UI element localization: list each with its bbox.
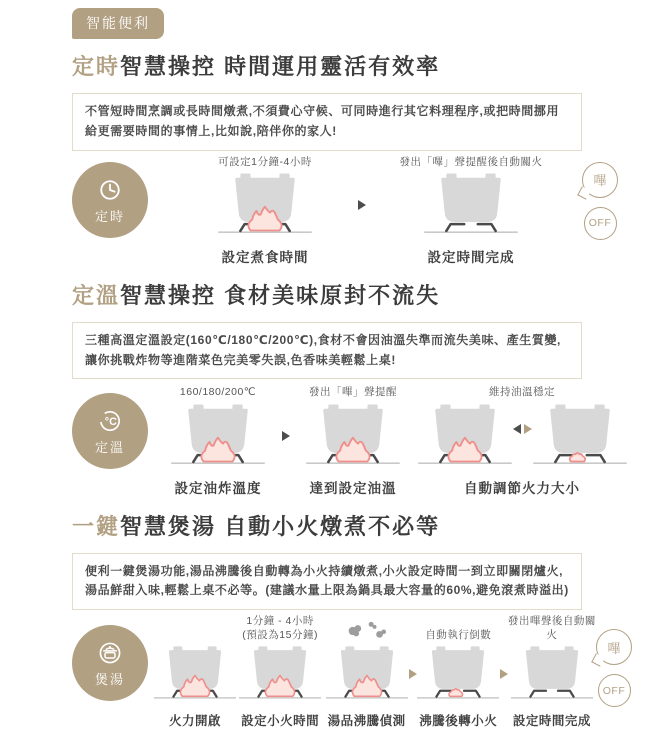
off-circle-icon: OFF [584,207,617,240]
section-badge: 智能便利 [72,8,164,39]
timer-feature-badge [72,162,148,238]
pot-pair [418,402,627,470]
step-caption-top: 發出嗶聲後自動關火 [507,615,596,642]
pot-small-flame-icon [533,402,627,470]
clock-icon [95,175,125,205]
soup-diagram [72,614,632,729]
pot-flame-icon [306,402,400,470]
title-rest: 智慧操控 食材美味原封不流失 [120,282,441,308]
timer-alerts [582,162,618,240]
pot-flame-icon [239,644,321,704]
arrow-right-icon [409,669,417,679]
caption-line-1: 1分鐘 - 4小時 [246,615,314,628]
pot-lid-icon [95,638,125,668]
temperature-step-3 [416,385,628,496]
svg-text:°C: °C [104,415,117,428]
feature-badge-label: 煲湯 [94,672,125,688]
feature-badge-label: 定時 [94,208,125,224]
title-rest: 智慧煲湯 自動小火燉煮不必等 [120,513,441,539]
step-caption-top: 發出「嗶」聲提醒後自動關火 [399,155,543,168]
soup-step-2 [236,614,324,729]
temperature-diagram [72,385,632,496]
pot-flame-icon [326,644,408,704]
soup-step-4 [417,628,500,729]
pot-small-flame-icon [417,644,499,704]
temperature-section [72,279,632,497]
step-caption-top: 可設定1分鐘-4小時 [218,155,312,168]
step-caption-bottom: 沸騰後轉小火 [419,714,498,729]
soup-step-1 [154,644,236,729]
pot-flame-icon [418,402,512,470]
timer-section-title [72,50,632,81]
steam-icon [342,619,392,643]
celsius-icon [95,406,125,436]
step-caption-bottom: 設定時間完成 [427,249,515,265]
caption-line-2: (預設為15分鐘) [242,629,318,642]
temperature-description: 三種高溫定溫設定(160℃/180℃/200℃),食材不會因油溫失準而流失美味、產生質變,讓你挑戰炸物等進階菜色完美零失誤,色香味美輕鬆上桌! [72,322,582,380]
timer-section [72,50,632,266]
temperature-feature-badge [72,393,148,469]
step-caption-top: 維持油溫穩定 [489,386,555,399]
soup-step-3 [324,619,409,729]
temperature-section-title [72,279,632,310]
soup-description: 便利一鍵煲湯功能,湯品沸騰後自動轉為小火持續燉煮,小火設定時間一到立即關閉爐火,湯品鮮甜入味,輕鬆上桌不必等。(建議水量上限為鍋具最大容量的60%,避免滾煮時溢出) [72,553,582,611]
feature-badge-label: 定溫 [94,439,125,455]
beep-bubble-icon: 嗶 [596,629,632,665]
beep-bubble-icon: 嗶 [582,162,618,198]
pot-flame-icon [218,171,312,239]
step-caption-bottom: 自動調節火力大小 [464,480,580,496]
title-rest: 智慧操控 時間運用靈活有效率 [120,54,441,79]
temperature-step-2 [290,385,416,496]
pot-flame-icon [154,644,236,704]
step-caption-bottom: 達到設定油溫 [309,480,397,496]
soup-alerts [596,629,632,707]
soup-feature-badge [72,625,148,701]
soup-section-title [72,510,632,541]
step-caption-top: 160/180/200℃ [179,386,257,399]
pot-flame-icon [171,402,265,470]
soup-step-5 [508,614,596,729]
soup-section [72,510,632,729]
timer-step-2 [366,155,576,266]
title-accent: 定溫 [72,282,121,308]
arrow-right-icon [358,200,366,210]
arrow-left-right-icon [513,424,532,434]
step-caption-top: 自動執行倒數 [425,629,492,642]
step-caption-bottom: 湯品沸騰偵測 [327,714,406,729]
step-caption-top [242,614,318,642]
arrow-right-icon [282,431,290,441]
title-accent: 定時 [72,54,121,79]
temperature-step-1 [154,385,282,496]
step-caption-bottom: 設定煮食時間 [221,249,309,265]
step-caption-bottom: 火力開啟 [168,714,221,729]
step-caption-bottom: 設定小火時間 [241,714,320,729]
pot-icon [511,644,593,704]
timer-step-1 [172,155,358,266]
timer-diagram [72,155,632,266]
off-circle-icon: OFF [598,674,631,707]
title-accent: 一鍵 [72,513,121,539]
arrow-right-icon [500,669,508,679]
step-caption-bottom: 設定油炸溫度 [174,480,262,496]
pot-icon [424,171,518,239]
timer-description: 不管短時間烹調或長時間燉煮,不須費心守候、可同時進行其它料理程序,或把時間挪用給更需要時間的事情上,比如說,陪伴你的家人! [72,93,582,151]
step-caption-top: 發出「嗶」聲提醒 [309,386,397,399]
step-caption-bottom: 設定時間完成 [512,714,591,729]
